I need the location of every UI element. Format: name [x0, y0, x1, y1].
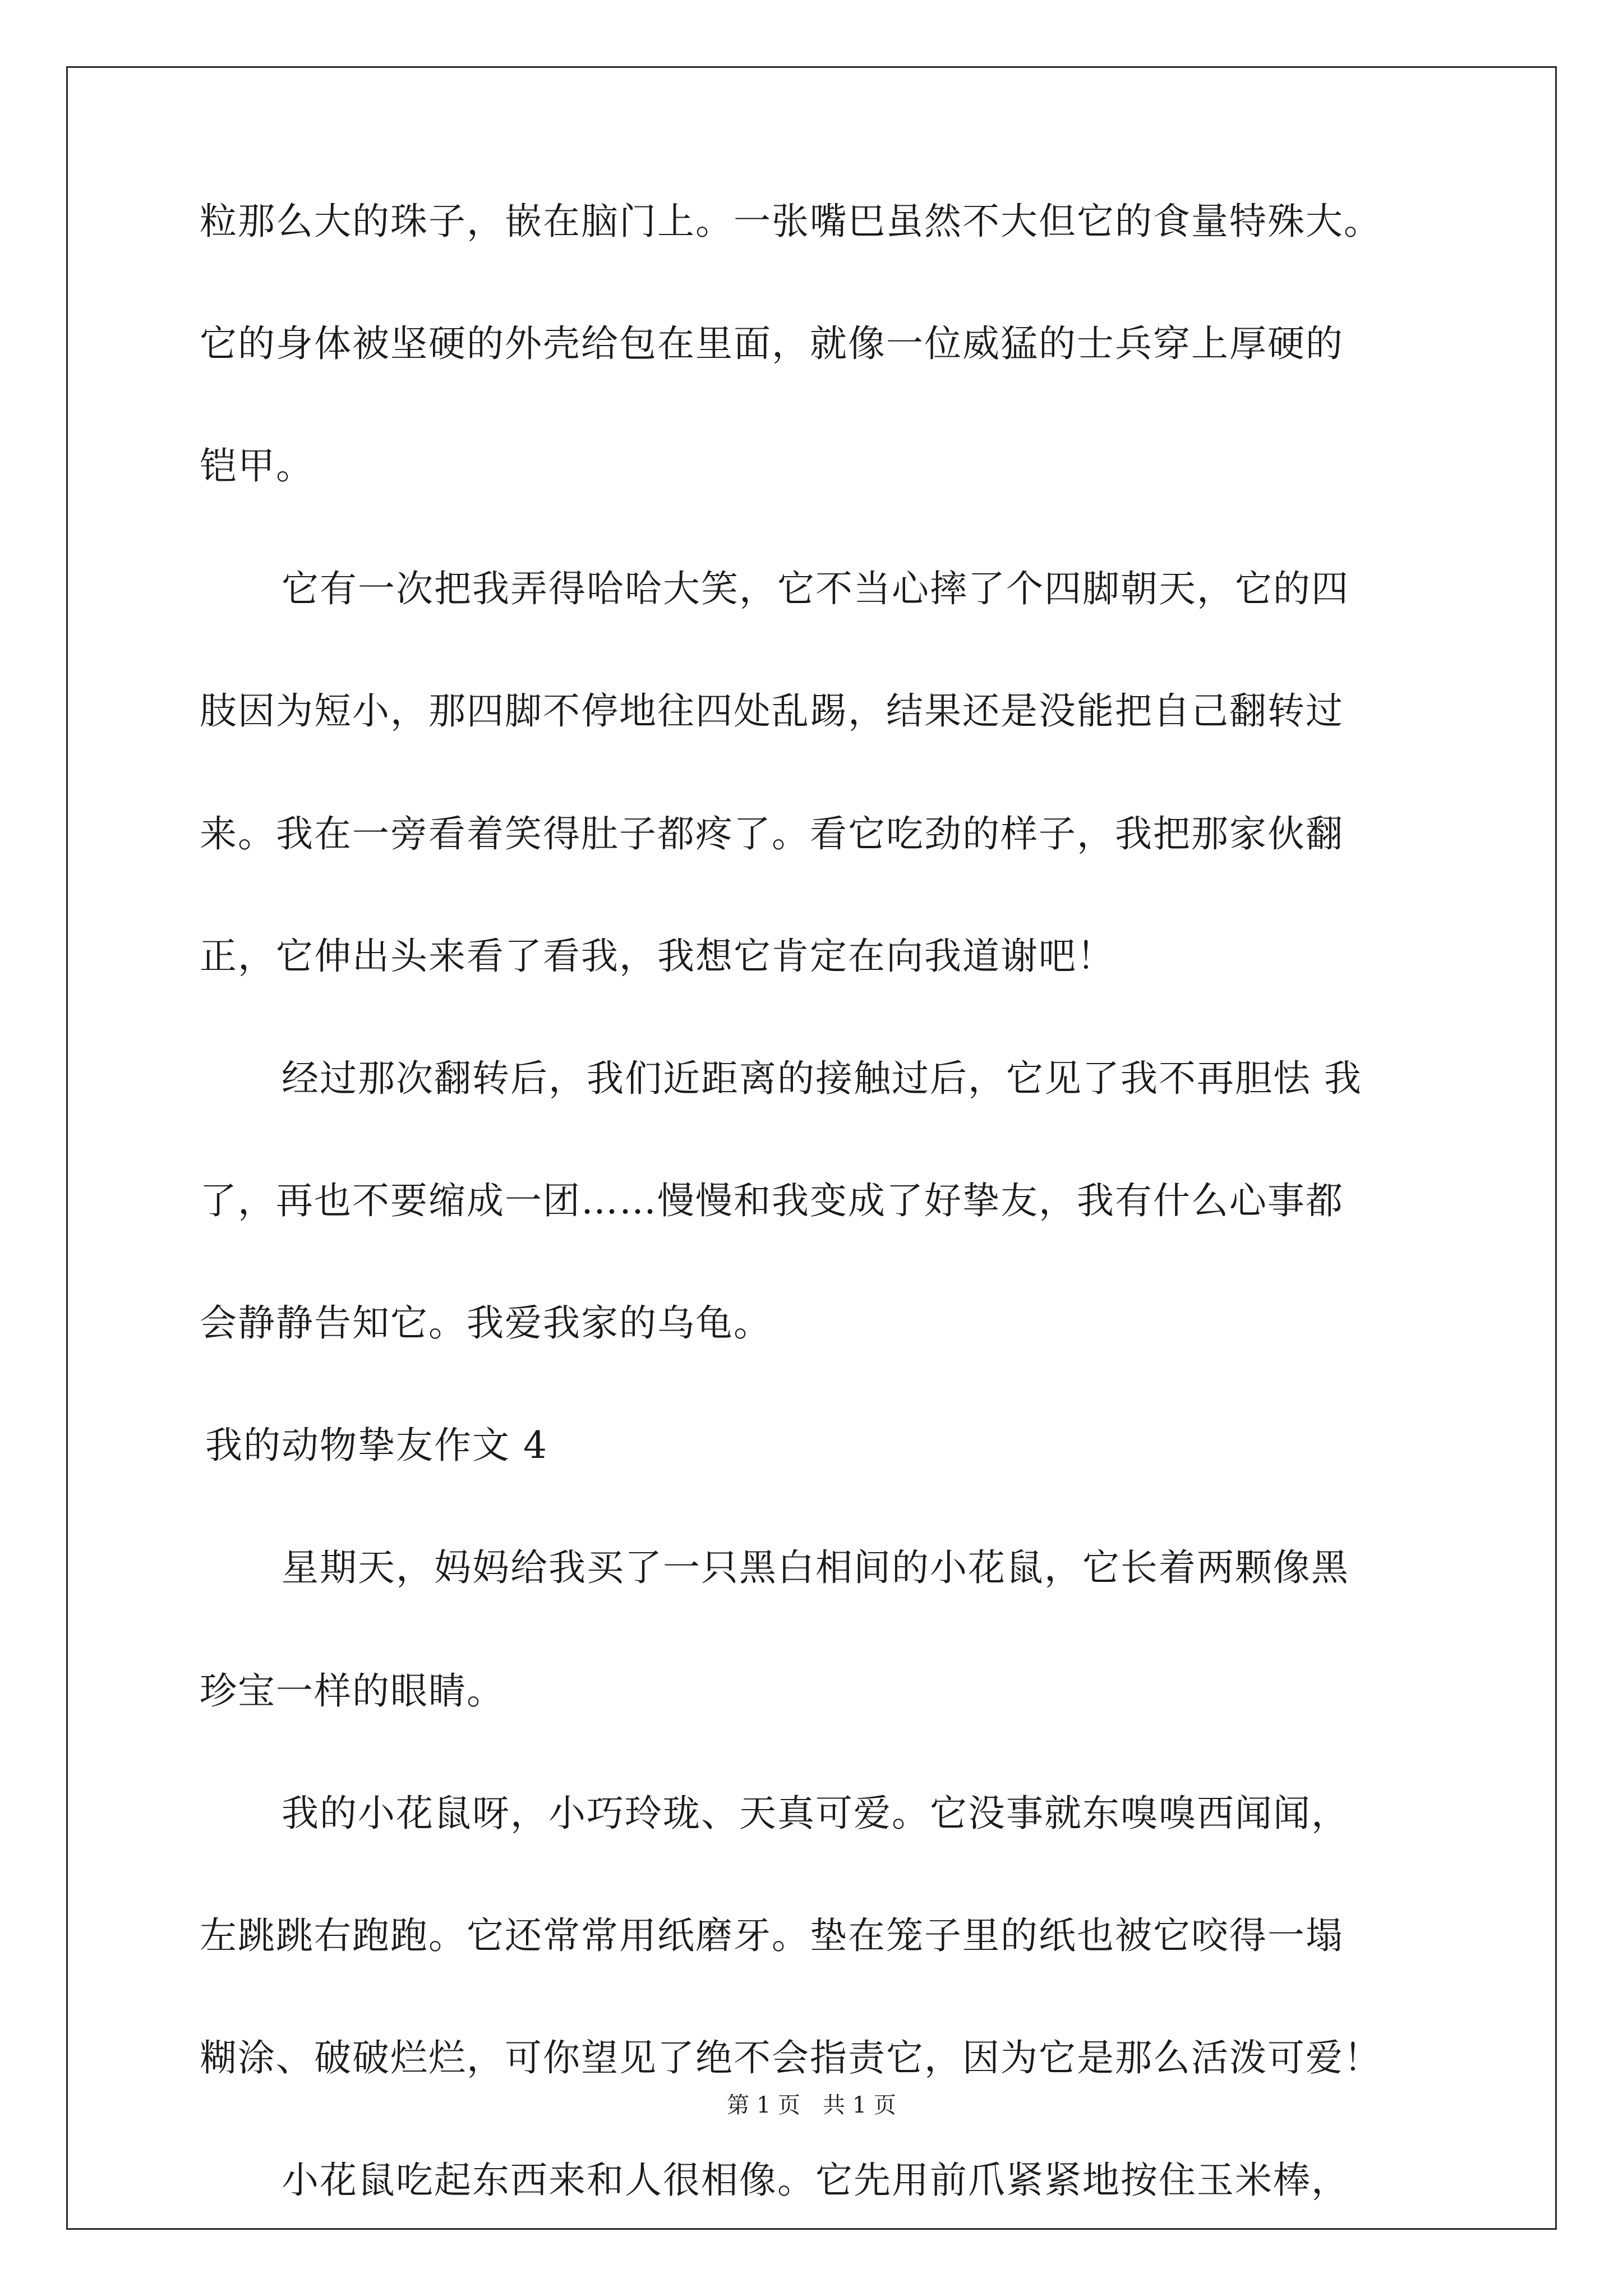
page-number-footer: 第 1 页 共 1 页 [727, 2092, 896, 2118]
text-line: 肢因为短小，那四脚不停地往四处乱踢，结果还是没能把自己翻转过 [200, 689, 1344, 733]
text-line: 正，它伸出头来看了看我，我想它肯定在向我道谢吧！ [200, 935, 1115, 978]
paragraph-start-line: 星期天，妈妈给我买了一只黑白相间的小花鼠，它长着两颗像黑 [282, 1546, 1349, 1589]
text-line: 糊涂、破破烂烂，可你望见了绝不会指责它，因为它是那么活泼可爱！ [200, 2036, 1382, 2079]
text-line: 左跳跳右跑跑。它还常常用纸磨牙。垫在笼子里的纸也被它咬得一塌 [200, 1914, 1344, 1957]
paragraph-start-line: 小花鼠吃起东西来和人很相像。它先用前爪紧紧地按住玉米棒， [282, 2159, 1349, 2202]
section-heading: 我的动物挚友作文 4 [205, 1424, 548, 1467]
text-line: 来。我在一旁看着笑得肚子都疼了。看它吃劲的样子，我把那家伙翻 [200, 812, 1344, 855]
text-line: 珍宝一样的眼睛。 [200, 1669, 505, 1713]
paragraph-start-line: 我的小花鼠呀，小巧玲珑、天真可爱。它没事就东嗅嗅西闻闻， [282, 1792, 1349, 1835]
paragraph-start-line: 它有一次把我弄得哈哈大笑，它不当心摔了个四脚朝天，它的四 [282, 567, 1349, 610]
text-line: 了，再也不要缩成一团……慢慢和我变成了好挚友，我有什么心事都 [200, 1179, 1344, 1222]
text-line: 粒那么大的珠子，嵌在脑门上。一张嘴巴虽然不大但它的食量特殊大。 [200, 200, 1382, 243]
text-line: 铠甲。 [200, 444, 314, 487]
page-border [66, 66, 1557, 2230]
paragraph-start-line: 经过那次翻转后，我们近距离的接触过后，它见了我不再胆怯 我 [282, 1057, 1362, 1100]
text-line: 它的身体被坚硬的外壳给包在里面，就像一位威猛的士兵穿上厚硬的 [200, 322, 1344, 365]
text-line: 会静静告知它。我爱我家的乌龟。 [200, 1301, 772, 1345]
